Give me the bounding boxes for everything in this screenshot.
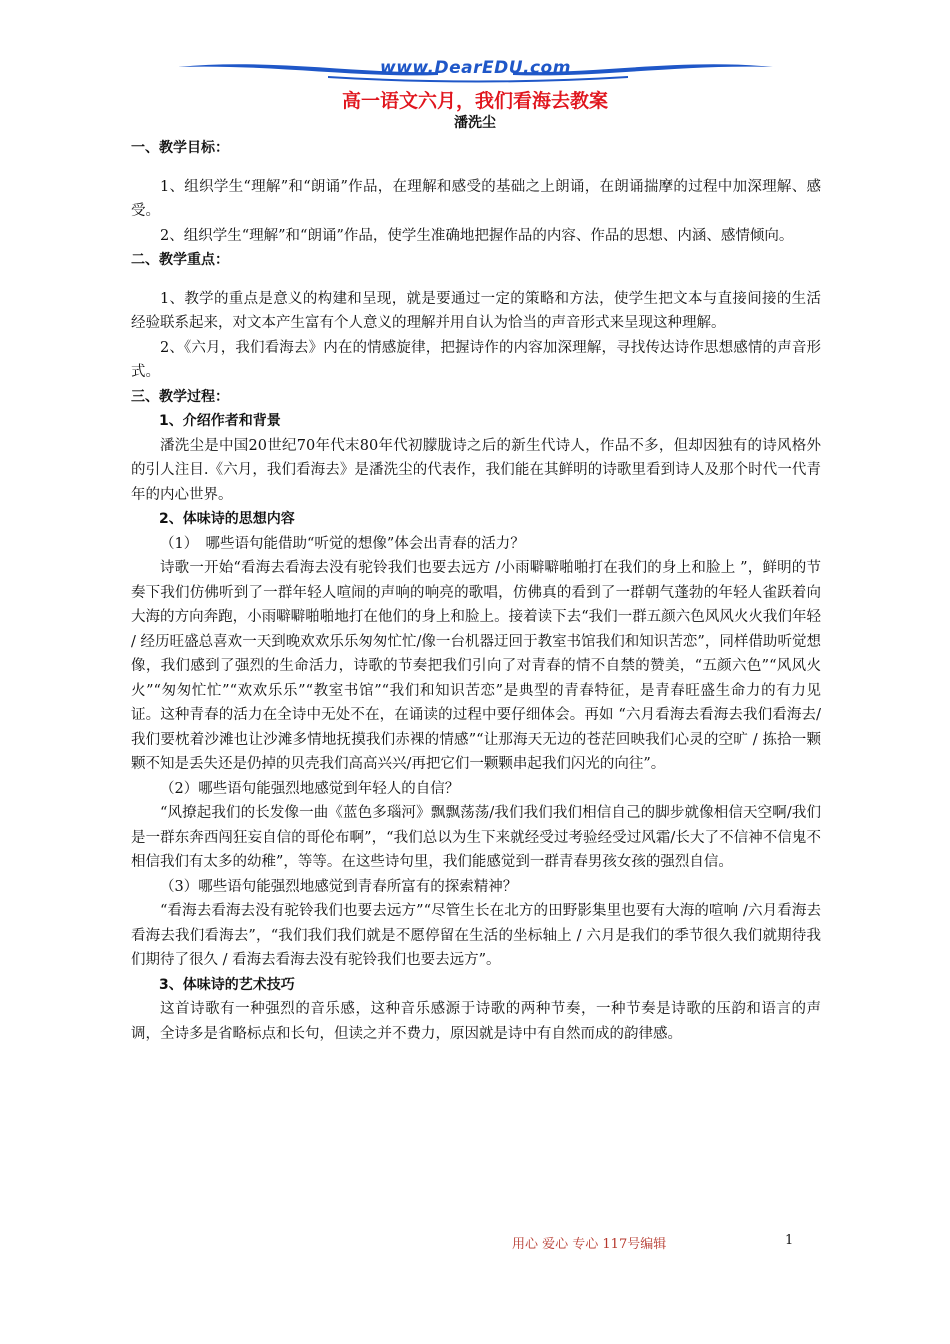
- subheading-technique: 3、体味诗的艺术技巧: [159, 976, 295, 993]
- document-body: [131, 136, 821, 1046]
- paragraph: 诗歌一开始“看海去看海去没有驼铃我们也要去远方 /小雨噼噼啪啪打在我们的身上和脸上 ”，鲜明的节奏下我们仿佛听到了一群年轻人喧闹的声响的响亮的歌唱，仿佛真的看到了一群朝气蓬勃的年轻人雀跃着向大海的方向奔跑，小雨噼噼啪啪地打在他们的身上和脸上。接着读下去“我们一群五颜六色风风火火我们年轻 / 经历旺盛总喜欢一天到晚欢欢乐乐匆匆忙忙/像一台机器迂回于教室书馆我们和知识苦恋”，同样借助听觉想像，我们感到了强烈的生命活力，诗歌的节奏把我们引向了对青春的情不自禁的赞美，“五颜六色”“风风火火”“匆匆忙忙”“欢欢乐乐”“教室书馆”“我们和知识苦恋”是典型的青春特征，是青春旺盛生命力的有力见证。这种青春的活力在全诗中无处不在，在诵读的过程中要仔细体会。再如 “六月看海去看海去我们看海去/我们要枕着沙滩也让沙滩多情地抚摸我们赤裸的情感”“让那海天无边的苍茫回映我们心灵的空旷 / 拣拾一颗颗不知是丢失还是仍掉的贝壳我们高高兴兴/再把它们一颗颗串起我们闪光的向往”。: [131, 560, 821, 772]
- paragraph: 1、教学的重点是意义的构建和呈现，就是要通过一定的策略和方法，使学生把文本与直接间接的生活经验联系起来，对文本产生富有个人意义的理解并用自认为恰当的声音形式来呈现这种理解。: [131, 290, 821, 331]
- paragraph: “风撩起我们的长发像一曲《蓝色多瑙河》飘飘荡荡/我们我们我们相信自己的脚步就像相信天空啊/我们是一群东奔西闯狂妄自信的哥伦布啊”，“我们总以为生下来就经受过考验经受过风霜/长大了不信神不信鬼不相信我们有太多的幼稚”，等等。在这些诗句里，我们能感觉到一群青春男孩女孩的强烈自信。: [131, 805, 821, 870]
- footer-slogan: 用心 爱心 专心 117号编辑: [512, 1237, 667, 1252]
- paragraph: 1、组织学生“理解”和“朗诵”作品，在理解和感受的基础之上朗诵，在朗诵揣摩的过程中加深理解、感受。: [131, 178, 821, 219]
- paragraph: 2、组织学生“理解”和“朗诵”作品，使学生准确地把握作品的内容、作品的思想、内涵、感情倾向。: [160, 227, 794, 244]
- subheading-content: 2、体味诗的思想内容: [159, 511, 295, 527]
- section-heading-process: 三、教学过程：: [131, 388, 229, 405]
- section-heading-goals: 一、教学目标：: [131, 140, 229, 156]
- paragraph: 潘洗尘是中国20世纪70年代末80年代初朦胧诗之后的新生代诗人，作品不多，但却因独有的诗风格外的引人注目.《六月，我们看海去》是潘洗尘的代表作，我们能在其鲜明的诗歌里看到诗人及那个时代一代青年的内心世界。: [131, 437, 821, 503]
- section-heading-focus: 二、教学重点：: [131, 252, 229, 268]
- paragraph: “看海去看海去没有驼铃我们也要去远方”“尽管生长在北方的田野影集里也要有大海的喧响 /六月看海去看海去我们看海去”，“我们我们我们就是不愿停留在生活的坐标轴上 / 六月是我们的季节很久我们就期待我们期待了很久 / 看海去看海去没有驼铃我们也要去远方”。: [131, 903, 821, 968]
- page-number: 1: [785, 1233, 794, 1248]
- document-author: 潘洗尘: [454, 115, 496, 131]
- question: （2）哪些语句能强烈地感觉到年轻人的自信？: [160, 780, 460, 797]
- question: （1） 哪些语句能借助“听觉的想像”体会出青春的活力？: [160, 535, 525, 552]
- site-banner: [178, 56, 773, 86]
- paragraph: 2、《六月，我们看海去》内在的情感旋律，把握诗作的内容加深理解，寻找传达诗作思想感情的声音形式。: [131, 339, 821, 380]
- document-title: 高一语文六月，我们看海去教案: [341, 90, 608, 112]
- subheading-author-background: 1、介绍作者和背景: [159, 413, 281, 429]
- question: （3）哪些语句能强烈地感觉到青春所富有的探索精神？: [160, 878, 518, 895]
- site-name: www.DearEDU.com: [380, 58, 571, 78]
- paragraph: 这首诗歌有一种强烈的音乐感，这种音乐感源于诗歌的两种节奏，一种节奏是诗歌的压韵和语言的声调，全诗多是省略标点和长句，但读之并不费力，原因就是诗中有自然而成的韵律感。: [131, 1001, 821, 1042]
